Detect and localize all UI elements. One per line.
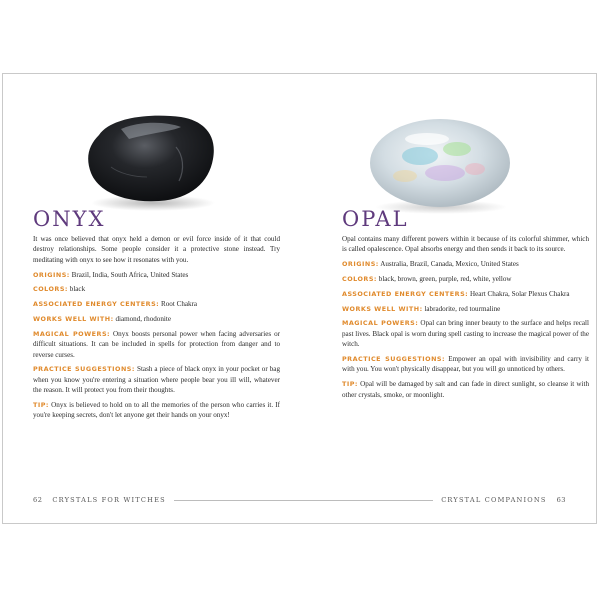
onyx-practice-suggestions [33,364,280,395]
energy-value: Heart Chakra, Solar Plexus Chakra [470,289,570,298]
left-page [3,74,300,523]
works-label: WORKS WELL WITH: [33,315,114,323]
right-footer [300,496,566,504]
opal-practice-suggestions [342,354,589,375]
stone-title-onyx: ONYX [33,207,106,231]
opal-tip [342,379,589,400]
opal-origins [342,259,589,269]
right-page [300,74,597,523]
colors-label: COLORS: [342,275,377,283]
tip-value: Opal will be damaged by salt and can fade in direct sunlight, so cleanse it with other crystals, smoke, or moonlight. [342,380,589,399]
running-head-left: CRYSTALS FOR WITCHES [52,496,166,504]
onyx-magical-powers [33,329,280,360]
energy-value: Root Chakra [161,300,198,309]
powers-label: MAGICAL POWERS: [342,319,419,328]
opal-energy-centers [342,289,589,299]
page-number-left: 62 [33,496,43,504]
opal-magical-powers [342,318,589,349]
powers-label: MAGICAL POWERS: [33,329,111,338]
onyx-tip [33,400,280,421]
works-value: labradorite, red tourmaline [424,304,501,313]
onyx-works-well-with [33,314,280,324]
practice-label: PRACTICE SUGGESTIONS: [342,355,446,363]
origins-label: ORIGINS: [342,260,379,269]
opal-stone-image [365,111,515,216]
practice-value: Stash a piece of black onyx in your pocket or bag when you know you're entering a situation where people bear you ill will, whatever the reason. It will protect you from their thoughts. [33,365,280,395]
practice-value: Empower an opal with invisibility and carry it with you. You won't physically disappear, but you will go unnoticed by others. [342,355,589,374]
stone-title-opal: OPAL [342,207,409,231]
tip-value: Onyx is believed to hold on to all the memories of the person who carries it. If you're keeping secrets, don't let anyone get their hands on your onyx! [33,401,280,420]
onyx-colors [33,284,280,294]
tip-label: TIP: [33,401,49,410]
origins-value: Australia, Brazil, Canada, Mexico, United States [380,260,519,269]
energy-label: ASSOCIATED ENERGY CENTERS: [342,289,469,298]
works-value: diamond, rhodonite [115,315,171,323]
opal-works-well-with [342,304,589,314]
colors-value: black [69,285,86,294]
colors-label: COLORS: [33,285,68,294]
footer-rule-left [174,500,300,501]
colors-value: black, brown, green, purple, red, white, yellow [378,275,512,283]
works-label: WORKS WELL WITH: [342,304,423,313]
powers-value: Onyx boosts personal power when facing adversaries or difficult situations. It can be included in spells for protection from danger and to reverse curses. [33,329,280,359]
origins-value: Brazil, India, South Africa, United States [71,270,189,279]
origins-label: ORIGINS: [33,270,70,279]
opal-body-text [342,234,589,404]
onyx-origins [33,270,280,280]
opal-colors [342,274,589,284]
book-spread [2,73,597,524]
onyx-intro: It was once believed that onyx held a demon or evil force inside of it that could destroy relationships. Some people consider it a protective stone instead. Try meditating with onyx to see how it resonates with you. [33,235,280,264]
opal-intro: Opal contains many different powers within it because of its colorful shimmer, which is called opalescence. Opal absorbs energy and then sends it back to its source. [342,235,589,254]
energy-label: ASSOCIATED ENERGY CENTERS: [33,300,160,309]
onyx-stone-image [81,107,221,212]
left-footer [33,496,300,504]
tip-label: TIP: [342,380,358,389]
practice-label: PRACTICE SUGGESTIONS: [33,365,135,374]
onyx-energy-centers [33,299,280,309]
powers-value: Opal can bring inner beauty to the surface and helps recall past lives. Black opal is worn during spell casting to increase the magical power of the witch. [342,319,589,349]
page-number-right: 63 [556,496,566,504]
onyx-body-text [33,234,280,425]
running-head-right: CRYSTAL COMPANIONS [441,496,547,504]
footer-rule-right [300,500,433,501]
